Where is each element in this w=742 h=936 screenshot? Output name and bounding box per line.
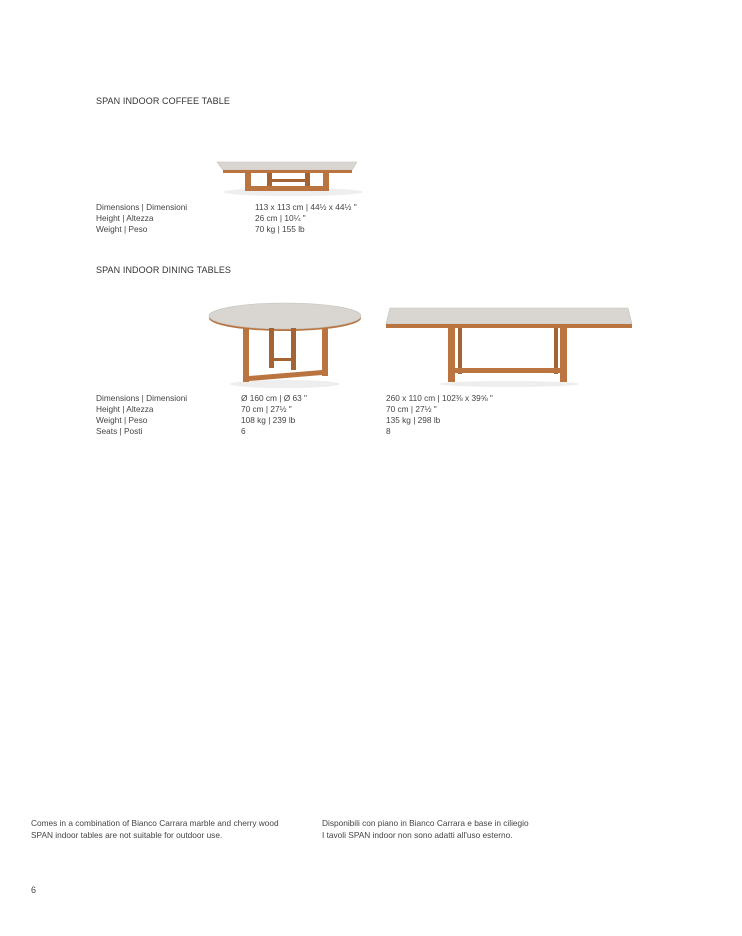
footer-english <box>31 817 279 841</box>
spec-label-weight: Weight | Peso <box>96 224 148 234</box>
spec-value-weight: 70 kg | 155 lb <box>255 224 305 234</box>
rect-spec-weight: 135 kg | 298 lb <box>386 415 441 425</box>
footer-italian-line1: Disponibili con piano in Bianco Carrara e base in ciliegio <box>322 818 529 828</box>
round-spec-dimensions: Ø 160 cm | Ø 63 " <box>241 393 307 403</box>
dining-tables-title: SPAN INDOOR DINING TABLES <box>96 265 232 275</box>
spec-label-height: Height | Altezza <box>96 404 154 414</box>
round-spec-weight: 108 kg | 239 lb <box>241 415 296 425</box>
footer-italian-line2: I tavoli SPAN indoor non sono adatti all'uso esterno. <box>322 830 513 840</box>
footer-english-line2: SPAN indoor tables are not suitable for outdoor use. <box>31 830 223 840</box>
footer-italian <box>322 817 529 841</box>
page-number: 6 <box>31 885 37 895</box>
spec-label-dimensions: Dimensions | Dimensioni <box>96 202 188 212</box>
spec-label-seats: Seats | Posti <box>96 426 143 436</box>
rectangular-dining-table-image <box>382 300 636 390</box>
spec-label-dimensions: Dimensions | Dimensioni <box>96 393 188 403</box>
round-spec-height: 70 cm | 27½ " <box>241 404 292 414</box>
round-dining-table-image <box>205 298 365 390</box>
rect-spec-dimensions: 260 x 110 cm | 102⅜ x 39⅝ " <box>386 393 493 403</box>
coffee-table-title: SPAN INDOOR COFFEE TABLE <box>96 96 230 106</box>
coffee-table-image <box>205 140 370 200</box>
dining-tables-specs <box>96 393 546 437</box>
footer-english-line1: Comes in a combination of Bianco Carrara marble and cherry wood <box>31 818 279 828</box>
rect-spec-seats: 8 <box>386 426 391 436</box>
rect-spec-height: 70 cm | 27½ " <box>386 404 437 414</box>
coffee-table-specs <box>96 202 396 235</box>
spec-label-weight: Weight | Peso <box>96 415 148 425</box>
spec-label-height: Height | Altezza <box>96 213 154 223</box>
round-spec-seats: 6 <box>241 426 246 436</box>
spec-value-height: 26 cm | 10¼ " <box>255 213 306 223</box>
spec-value-dimensions: 113 x 113 cm | 44½ x 44½ " <box>255 202 357 212</box>
